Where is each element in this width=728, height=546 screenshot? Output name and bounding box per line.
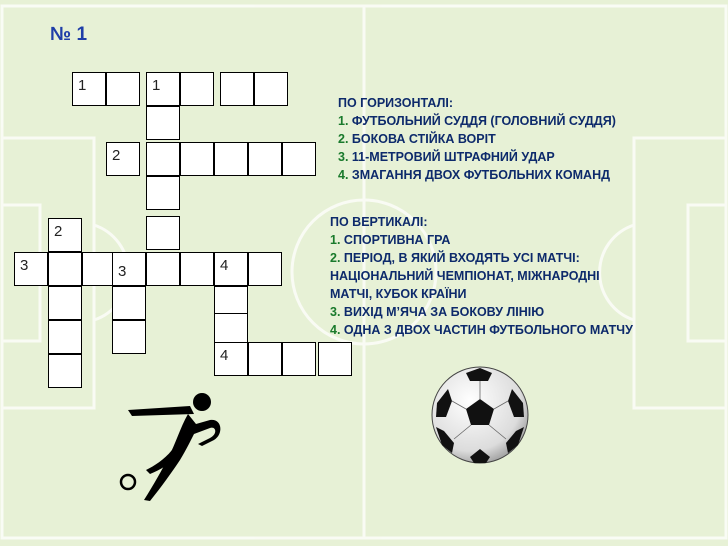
crossword-cell[interactable] [106, 72, 140, 106]
clue-number-h3: 3 [20, 257, 29, 274]
clue-number-v2: 2 [54, 223, 63, 240]
clue-item: 4. ЗМАГАННЯ ДВОХ ФУТБОЛЬНИХ КОМАНД [338, 168, 611, 182]
crossword-cell[interactable] [282, 342, 316, 376]
crossword-cell[interactable] [14, 252, 48, 286]
crossword-cell[interactable] [146, 252, 180, 286]
crossword-cell[interactable] [248, 252, 282, 286]
crossword-cell[interactable] [254, 72, 288, 106]
clue-number-h1: 1 [78, 77, 87, 94]
crossword-cell[interactable] [180, 252, 214, 286]
crossword-cell[interactable] [48, 320, 82, 354]
soccer-ball-icon [430, 365, 530, 465]
clue-number-v1: 1 [152, 77, 161, 94]
clue-item: 2. БОКОВА СТІЙКА ВОРІТ [338, 132, 496, 146]
crossword-cell[interactable] [106, 142, 140, 176]
football-player-icon [110, 388, 230, 503]
clues-heading-vertical: ПО ВЕРТИКАЛІ: [330, 215, 428, 229]
clue-item: 4. ОДНА З ДВОХ ЧАСТИН ФУТБОЛЬНОГО МАТЧУ [330, 323, 633, 337]
clue-item: 1. СПОРТИВНА ГРА [330, 233, 451, 247]
clue-item: НАЦІОНАЛЬНИЙ ЧЕМПІОНАТ, МІЖНАРОДНІ [330, 269, 600, 283]
crossword-cell[interactable] [82, 252, 116, 286]
crossword-cell[interactable] [112, 286, 146, 320]
crossword-cell[interactable] [248, 342, 282, 376]
clue-item: 1. ФУТБОЛЬНИЙ СУДДЯ (ГОЛОВНИЙ СУДДЯ) [338, 114, 616, 128]
crossword-cell[interactable] [48, 354, 82, 388]
clue-number-v4: 4 [220, 257, 229, 274]
crossword-cell[interactable] [146, 216, 180, 250]
clue-item: 3. 11-МЕТРОВИЙ ШТРАФНИЙ УДАР [338, 150, 555, 164]
vertical-clues [330, 213, 633, 339]
crossword-cell[interactable] [282, 142, 316, 176]
crossword-cell[interactable] [72, 72, 106, 106]
horizontal-clues [338, 94, 616, 184]
crossword-cell[interactable] [214, 142, 248, 176]
crossword-cell[interactable] [146, 72, 180, 106]
clue-number-h4: 4 [220, 347, 229, 364]
crossword-cell[interactable] [214, 342, 248, 376]
crossword-cell[interactable] [146, 106, 180, 140]
crossword-cell[interactable] [146, 176, 180, 210]
crossword-cell[interactable] [48, 286, 82, 320]
crossword-cell[interactable] [112, 320, 146, 354]
crossword-cell[interactable] [180, 142, 214, 176]
clue-number-v3: 3 [118, 263, 127, 280]
clue-item: 2. ПЕРІОД, В ЯКИЙ ВХОДЯТЬ УСІ МАТЧІ: [330, 251, 580, 265]
crossword-cell[interactable] [220, 72, 254, 106]
crossword-cell[interactable] [48, 252, 82, 286]
crossword-cell[interactable] [248, 142, 282, 176]
crossword-cell[interactable] [146, 142, 180, 176]
crossword-cell[interactable] [318, 342, 352, 376]
crossword-cell[interactable] [214, 252, 248, 286]
clue-item: 3. ВИХІД М’ЯЧА ЗА БОКОВУ ЛІНІЮ [330, 305, 545, 319]
crossword-cell[interactable] [48, 218, 82, 252]
clue-item: МАТЧІ, КУБОК КРАЇНИ [330, 287, 467, 301]
crossword-cell[interactable] [112, 252, 146, 286]
crossword-cell[interactable] [180, 72, 214, 106]
clues-heading-horizontal: ПО ГОРИЗОНТАЛІ: [338, 96, 453, 110]
page-title: № 1 [50, 24, 88, 45]
clue-number-h2: 2 [112, 147, 121, 164]
